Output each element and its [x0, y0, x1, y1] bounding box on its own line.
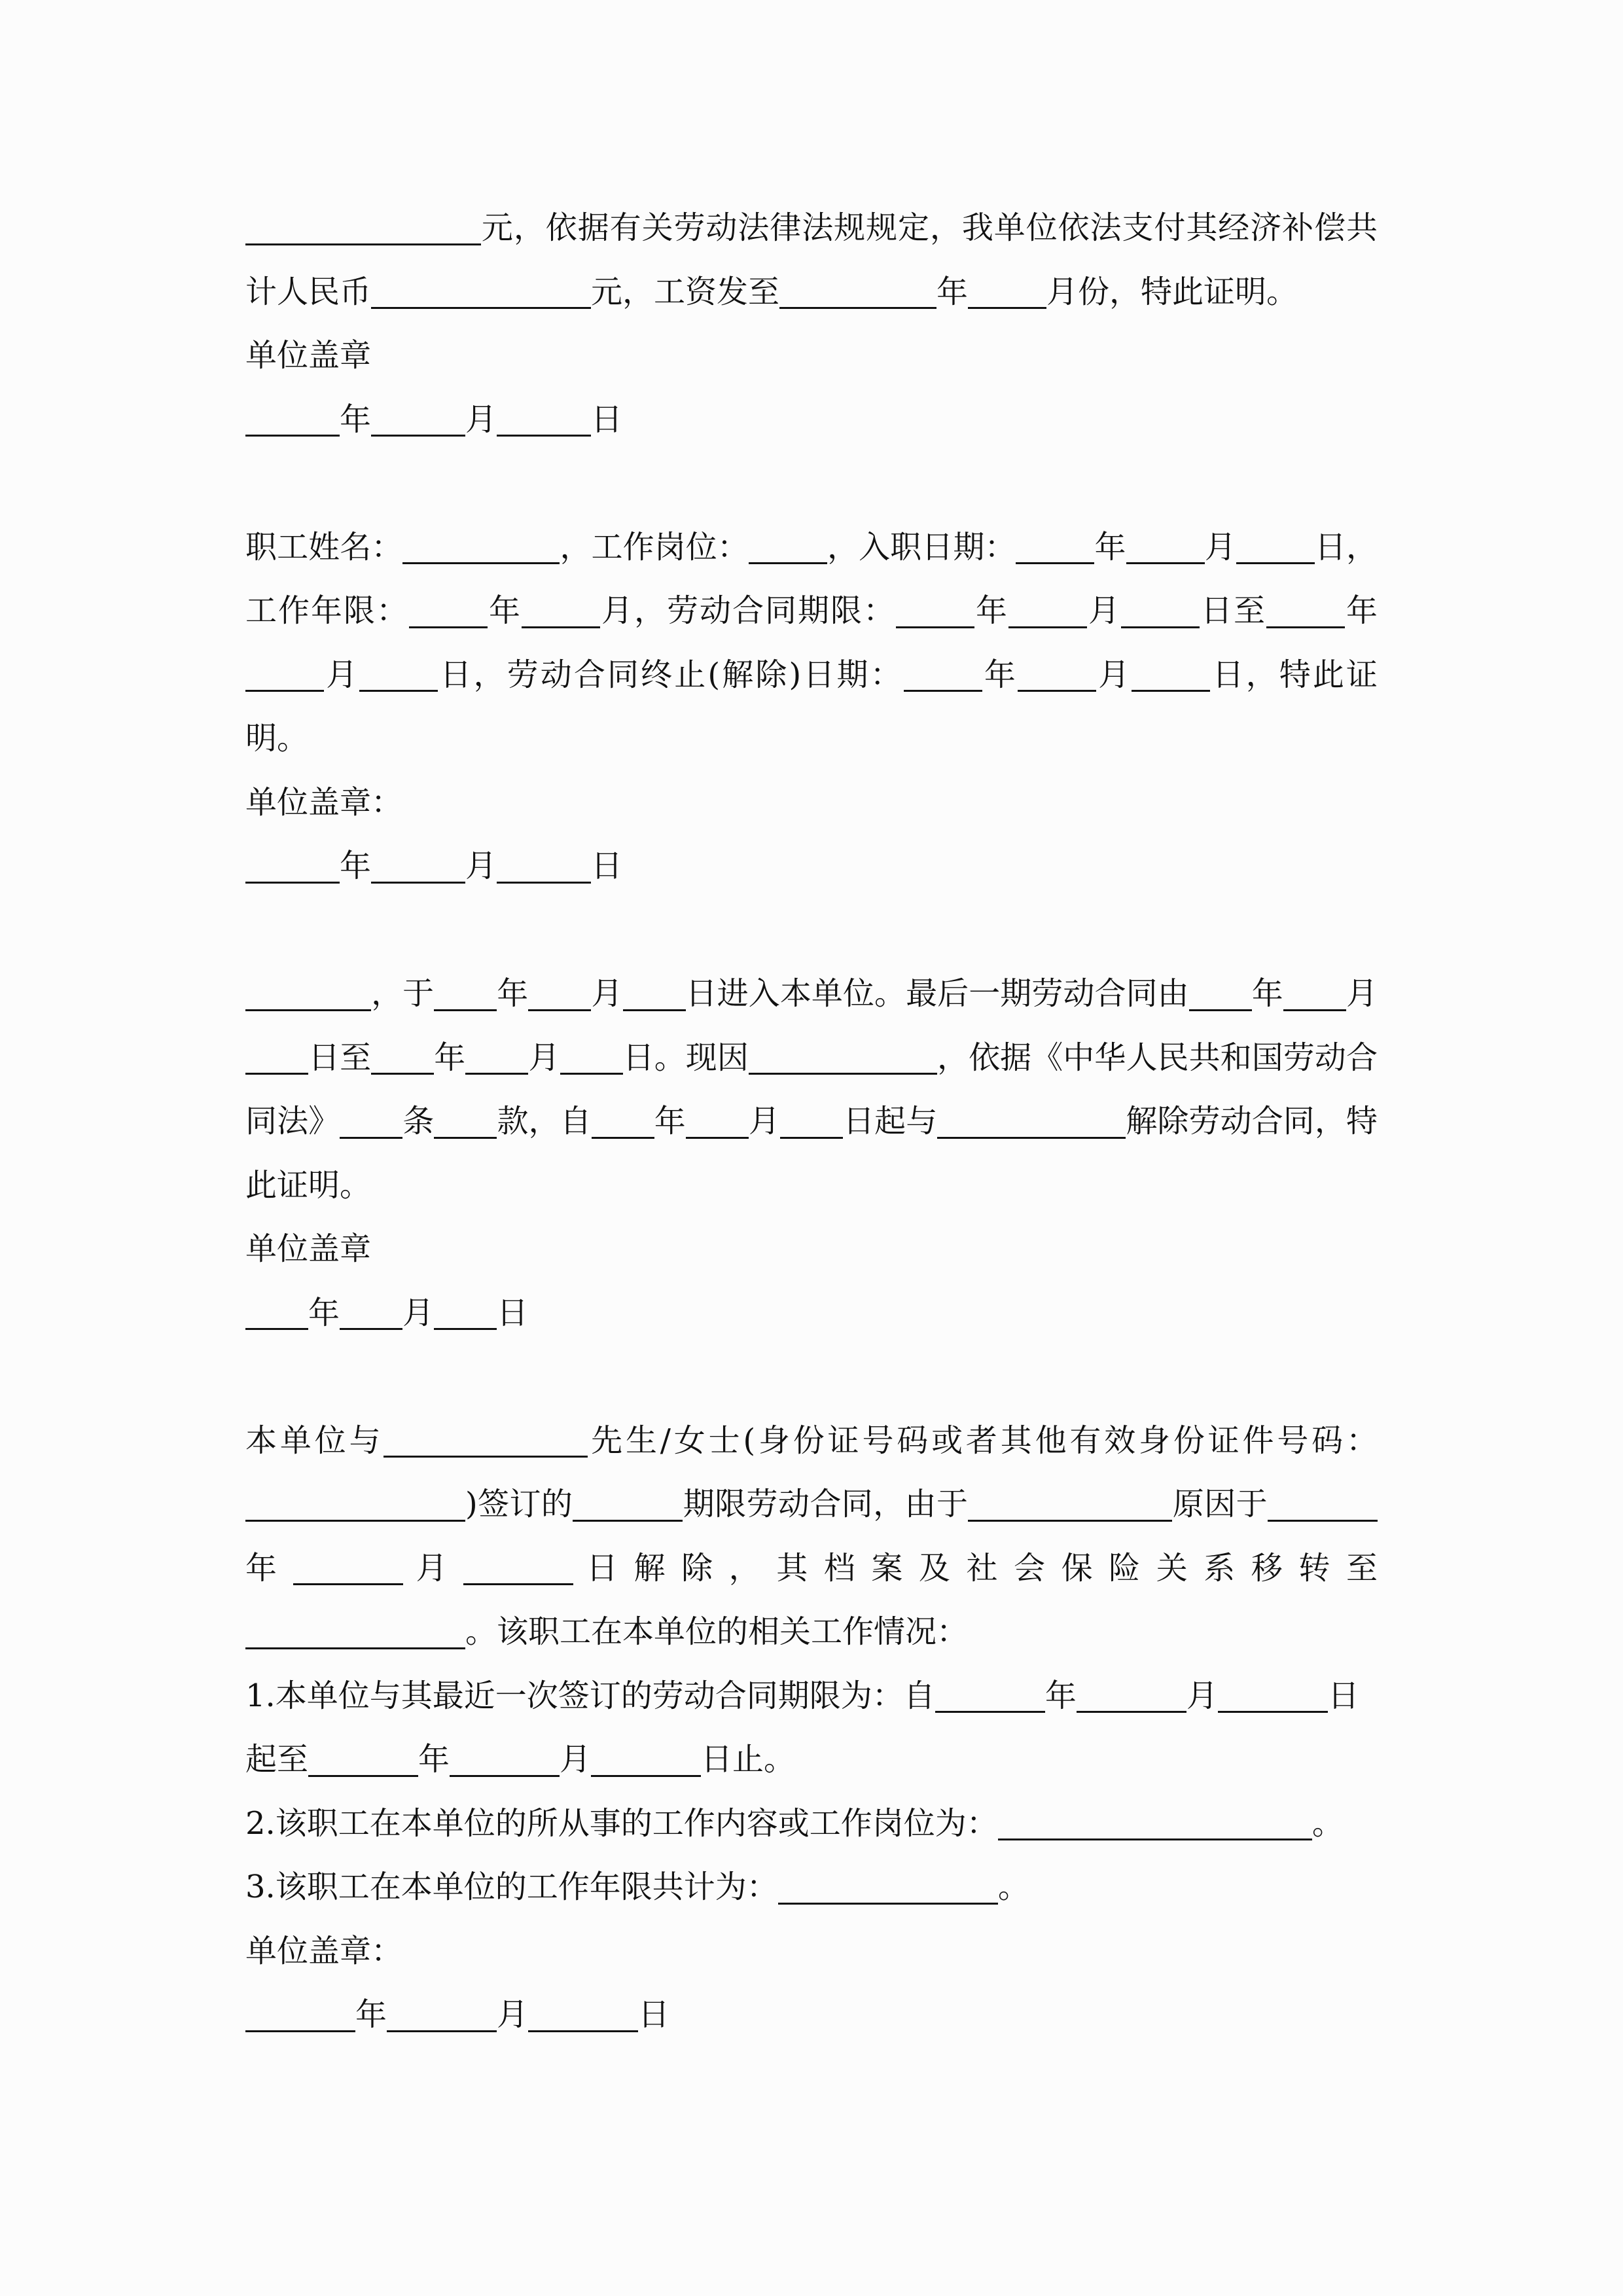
text-run: 元，依据有关劳动法律法规规定，我单位依法支付其经济补偿共计人民币: [245, 209, 1378, 310]
text-run: 月: [402, 1294, 435, 1331]
fill-in-blank[interactable]: [1008, 595, 1087, 628]
fill-in-blank[interactable]: [935, 1680, 1045, 1713]
work-info-item-3: [245, 1856, 1378, 1920]
company-seal-label: 单位盖章: [245, 1230, 372, 1267]
section-termination-notice: [245, 962, 1378, 1345]
fill-in-blank[interactable]: [340, 1105, 402, 1138]
fill-in-blank[interactable]: [371, 276, 591, 309]
fill-in-blank[interactable]: [293, 1552, 403, 1585]
fill-in-blank[interactable]: [780, 1105, 843, 1138]
fill-in-blank[interactable]: [1132, 659, 1210, 692]
text-run: 日至: [1199, 592, 1266, 629]
fill-in-blank[interactable]: [522, 595, 600, 628]
text-run: 月: [465, 401, 497, 438]
fill-in-blank[interactable]: [463, 1552, 573, 1585]
text-run: 日: [591, 848, 623, 884]
text-run: 年: [340, 401, 372, 438]
text-run: 原因于: [1172, 1486, 1268, 1522]
fill-in-blank[interactable]: [245, 1999, 355, 2032]
signature-date: [245, 834, 1378, 899]
section-gap: [245, 1345, 1378, 1409]
fill-in-blank[interactable]: [434, 1105, 497, 1138]
fill-in-blank[interactable]: [245, 1488, 465, 1521]
fill-in-blank[interactable]: [371, 404, 465, 437]
fill-in-blank[interactable]: [749, 1042, 937, 1075]
fill-in-blank[interactable]: [308, 1744, 418, 1776]
text-run: 日，特此证明。: [245, 656, 1378, 757]
text-run: )签订的: [465, 1486, 573, 1522]
fill-in-blank[interactable]: [245, 978, 371, 1011]
fill-in-blank[interactable]: [402, 531, 560, 564]
text-run: 年: [1344, 592, 1378, 629]
text-run: 年: [654, 1103, 686, 1139]
fill-in-blank[interactable]: [560, 1042, 623, 1075]
text-run: 年: [355, 1996, 387, 2033]
fill-in-blank[interactable]: [1266, 595, 1345, 628]
text-run: 年: [308, 1294, 340, 1331]
fill-in-blank[interactable]: [896, 595, 974, 628]
text-run: 日 解 除 ， 其 档 案 及 社 会 保 险 关 系 移 转 至: [573, 1549, 1378, 1587]
text-run: 日起与: [843, 1103, 938, 1139]
fill-in-blank[interactable]: [434, 978, 497, 1011]
fill-in-blank[interactable]: [245, 850, 340, 883]
text-run: 月: [560, 1741, 592, 1778]
text-run: 月: [1204, 528, 1236, 565]
fill-in-blank[interactable]: [1018, 659, 1096, 692]
text-run: 年: [487, 592, 522, 629]
fill-in-blank[interactable]: [573, 1488, 683, 1521]
fill-in-blank[interactable]: [340, 1297, 402, 1330]
text-run: 日: [638, 1996, 670, 2033]
fill-in-blank[interactable]: [528, 1999, 638, 2032]
fill-in-blank[interactable]: [591, 1744, 701, 1776]
fill-in-blank[interactable]: [749, 531, 827, 564]
text-run: 。该职工在本单位的相关工作情况：: [465, 1613, 969, 1650]
text-run: 年: [245, 1549, 293, 1587]
fill-in-blank[interactable]: [497, 850, 591, 883]
section-employment-info: [245, 516, 1378, 899]
fill-in-blank[interactable]: [450, 1744, 560, 1776]
work-info-item-2: [245, 1792, 1378, 1856]
signature-date: [245, 1282, 1378, 1346]
termination-paragraph: [245, 962, 1378, 1217]
fill-in-blank[interactable]: [998, 1808, 1312, 1840]
text-run: 月: [1096, 656, 1132, 693]
text-run: 月: [1346, 975, 1378, 1012]
signature-date: [245, 388, 1378, 452]
fill-in-blank[interactable]: [245, 659, 324, 692]
document-page: [245, 196, 1378, 2047]
text-run: ，工作岗位：: [560, 528, 749, 565]
text-run: ，于: [371, 975, 435, 1012]
text-run: 。: [997, 1869, 1029, 1905]
fill-in-blank[interactable]: [779, 276, 936, 309]
text-run: 月，劳动合同期限：: [599, 592, 896, 629]
text-run: 月: [402, 1549, 464, 1587]
fill-in-blank[interactable]: [1236, 531, 1315, 564]
text-run: 年: [1044, 1677, 1077, 1714]
fill-in-blank[interactable]: [387, 1999, 497, 2032]
company-seal-label: 单位盖章：: [245, 1932, 403, 1969]
text-run: 年: [1251, 975, 1283, 1012]
company-seal-label: 单位盖章: [245, 337, 372, 374]
compensation-paragraph: [245, 196, 1378, 324]
fill-in-blank[interactable]: [1126, 531, 1205, 564]
fill-in-blank[interactable]: [245, 1042, 308, 1075]
fill-in-blank[interactable]: [528, 978, 591, 1011]
text-run: 年: [974, 592, 1008, 629]
text-run: 日止。: [701, 1741, 796, 1778]
fill-in-blank[interactable]: [1218, 1680, 1328, 1713]
text-run: 2.该职工在本单位的所从事的工作内容或工作岗位为：: [245, 1804, 998, 1842]
fill-in-blank[interactable]: [1189, 978, 1252, 1011]
text-run: 日至: [308, 1039, 372, 1076]
text-run: 款，自: [497, 1103, 592, 1139]
text-run: 解除劳动合同，特此证明。: [245, 1103, 1378, 1204]
text-run: 日起至: [245, 1677, 1359, 1778]
text-run: ，依据《中华人民共和国劳动合同法》: [245, 1039, 1378, 1139]
fill-in-blank[interactable]: [245, 212, 481, 245]
text-run: 年: [434, 1039, 466, 1076]
fill-in-blank[interactable]: [371, 850, 465, 883]
text-run: 月: [324, 656, 360, 693]
section-gap: [245, 899, 1378, 963]
text-run: 元，工资发至: [591, 273, 780, 310]
text-run: 月份，特此证明。: [1046, 273, 1298, 310]
fill-in-blank[interactable]: [383, 1425, 588, 1458]
fill-in-blank[interactable]: [434, 1297, 497, 1330]
text-run: 月: [748, 1103, 781, 1139]
company-seal-label: 单位盖章：: [245, 783, 403, 821]
text-run: 日: [591, 401, 623, 438]
text-run: 1.本单位与其最近一次签订的劳动合同期限为：自: [245, 1677, 935, 1714]
text-run: 。: [1311, 1804, 1344, 1842]
fill-in-blank[interactable]: [686, 1105, 749, 1138]
text-run: 日，工作年限：: [245, 528, 1378, 629]
fill-in-blank[interactable]: [623, 978, 686, 1011]
fill-in-blank[interactable]: [1016, 531, 1094, 564]
fill-in-blank[interactable]: [1077, 1680, 1186, 1713]
text-run: 年: [936, 273, 969, 310]
text-run: 本单位与: [245, 1422, 384, 1459]
signature-date: [245, 1983, 1378, 2047]
text-run: 先生/女士(身份证号码或者其他有效身份证件号码：: [588, 1422, 1378, 1459]
text-run: 月: [591, 975, 623, 1012]
section-gap: [245, 452, 1378, 516]
text-run: 3.该职工在本单位的工作年限共计为：: [245, 1869, 778, 1905]
text-run: 月: [465, 848, 497, 884]
fill-in-blank[interactable]: [359, 659, 438, 692]
fill-in-blank[interactable]: [245, 1297, 308, 1330]
fill-in-blank[interactable]: [592, 1105, 654, 1138]
fill-in-blank[interactable]: [968, 276, 1046, 309]
text-run: 年: [340, 848, 372, 884]
section-separation-certificate: [245, 1409, 1378, 2047]
text-run: 条: [402, 1103, 435, 1139]
text-run: 年: [982, 656, 1018, 693]
fill-in-blank[interactable]: [245, 404, 340, 437]
fill-in-blank[interactable]: [245, 1616, 465, 1649]
fill-in-blank[interactable]: [1121, 595, 1200, 628]
text-run: 日。现因: [622, 1039, 749, 1076]
text-run: 年: [497, 975, 529, 1012]
text-run: 日进入本单位。最后一期劳动合同由: [685, 975, 1189, 1012]
fill-in-blank[interactable]: [371, 1042, 434, 1075]
work-info-item-1: [245, 1664, 1378, 1792]
text-run: 日: [497, 1294, 529, 1331]
fill-in-blank[interactable]: [937, 1105, 1126, 1138]
section-compensation: [245, 196, 1378, 452]
fill-in-blank[interactable]: [778, 1871, 998, 1904]
text-run: 月: [1086, 592, 1121, 629]
fill-in-blank[interactable]: [497, 404, 591, 437]
fill-in-blank[interactable]: [409, 595, 488, 628]
text-run: 日，劳动合同终止(解除)日期：: [438, 656, 904, 693]
text-run: 月: [1186, 1677, 1218, 1714]
employment-info-paragraph: [245, 516, 1378, 771]
text-run: 月: [497, 1996, 529, 2033]
fill-in-blank[interactable]: [904, 659, 982, 692]
text-run: 年: [418, 1741, 450, 1778]
text-run: 期限劳动合同，由于: [683, 1486, 969, 1522]
text-run: 职工姓名：: [245, 528, 403, 565]
fill-in-blank[interactable]: [968, 1488, 1172, 1521]
text-run: 月: [528, 1039, 560, 1076]
fill-in-blank[interactable]: [1268, 1488, 1378, 1521]
separation-paragraph: [245, 1409, 1378, 1664]
fill-in-blank[interactable]: [465, 1042, 528, 1075]
text-run: 年: [1094, 528, 1126, 565]
text-run: ，入职日期：: [827, 528, 1016, 565]
fill-in-blank[interactable]: [1283, 978, 1346, 1011]
